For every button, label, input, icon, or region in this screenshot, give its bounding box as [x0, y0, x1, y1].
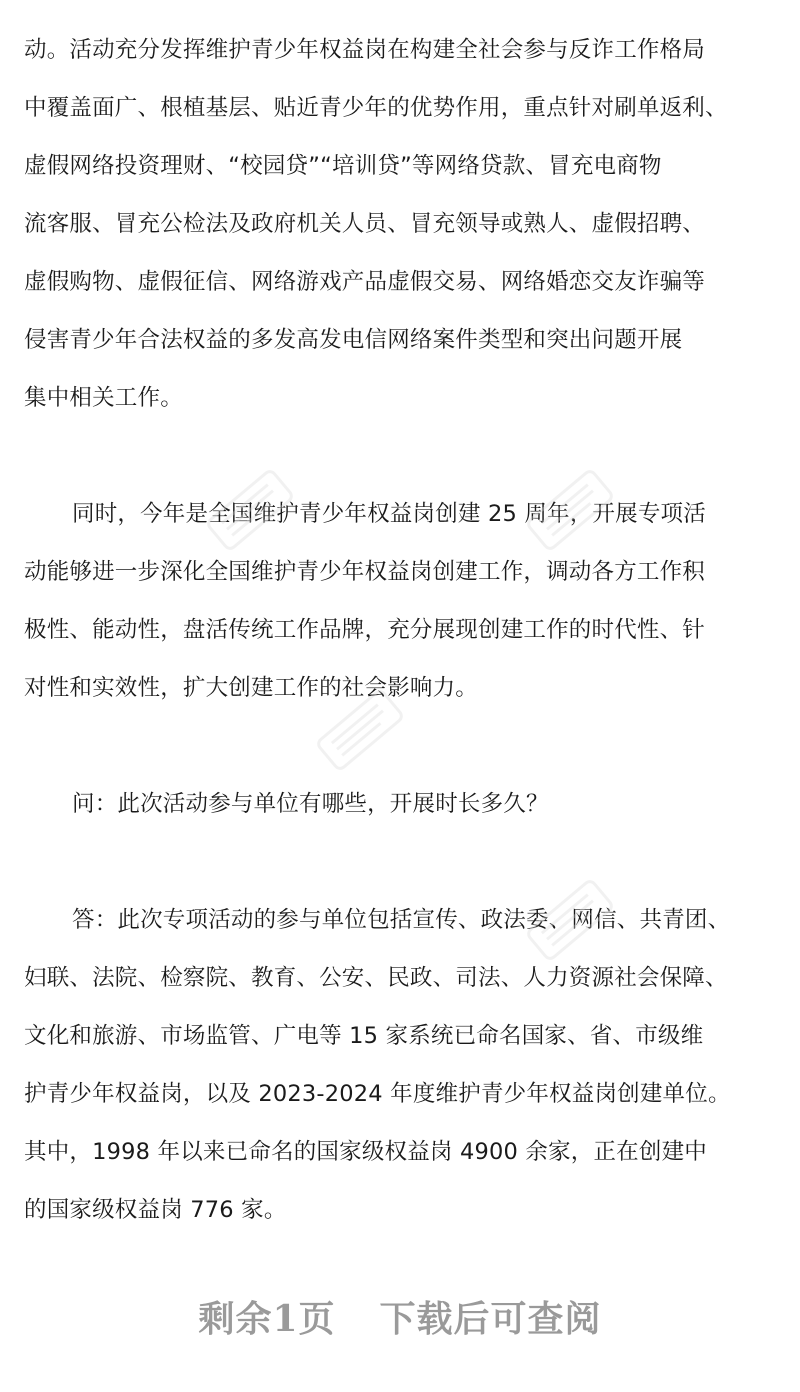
remaining-pages-label: 剩余1页 — [198, 1297, 336, 1340]
text-line: 虚假购物、虚假征信、网络游戏产品虚假交易、网络婚恋交友诈骗等 — [24, 269, 706, 295]
text-line: 妇联、法院、检察院、教育、公安、民政、司法、人力资源社会保障、 — [24, 965, 728, 991]
text-line: 文化和旅游、市场监管、广电等 15 家系统已命名国家、省、市级维 — [24, 1023, 704, 1049]
text-line: 动。活动充分发挥维护青少年权益岗在构建全社会参与反诈工作格局 — [24, 37, 706, 63]
text-line: 对性和实效性，扩大创建工作的社会影响力。 — [24, 675, 479, 701]
paragraph-first-line: 同时，今年是全国维护青少年权益岗创建 25 周年，开展专项活 — [72, 501, 706, 527]
text-line: 护青少年权益岗，以及 2023-2024 年度维护青少年权益岗创建单位。 — [24, 1081, 731, 1107]
question-line: 问：此次活动参与单位有哪些，开展时长多久？ — [72, 791, 549, 817]
text-line: 的国家级权益岗 776 家。 — [24, 1197, 287, 1223]
download-prompt-banner[interactable] — [0, 1288, 800, 1344]
download-to-view-label[interactable]: 下载后可查阅 — [379, 1297, 602, 1340]
text-line: 虚假网络投资理财、“校园贷”“培训贷”等网络贷款、冒充电商物 — [24, 153, 662, 179]
text-line: 极性、能动性，盘活传统工作品牌，充分展现创建工作的时代性、针 — [24, 617, 706, 643]
text-line: 其中，1998 年以来已命名的国家级权益岗 4900 余家，正在创建中 — [24, 1139, 707, 1165]
text-line: 侵害青少年合法权益的多发高发电信网络案件类型和突出问题开展 — [24, 327, 683, 353]
text-line: 集中相关工作。 — [24, 385, 183, 411]
answer-first-line: 答：此次专项活动的参与单位包括宣传、政法委、网信、共青团、 — [72, 907, 731, 933]
text-line: 流客服、冒充公检法及政府机关人员、冒充领导或熟人、虚假招聘、 — [24, 211, 706, 237]
text-line: 动能够进一步深化全国维护青少年权益岗创建工作，调动各方工作积 — [24, 559, 706, 585]
text-line: 中覆盖面广、根植基层、贴近青少年的优势作用，重点针对刷单返利、 — [24, 95, 728, 121]
